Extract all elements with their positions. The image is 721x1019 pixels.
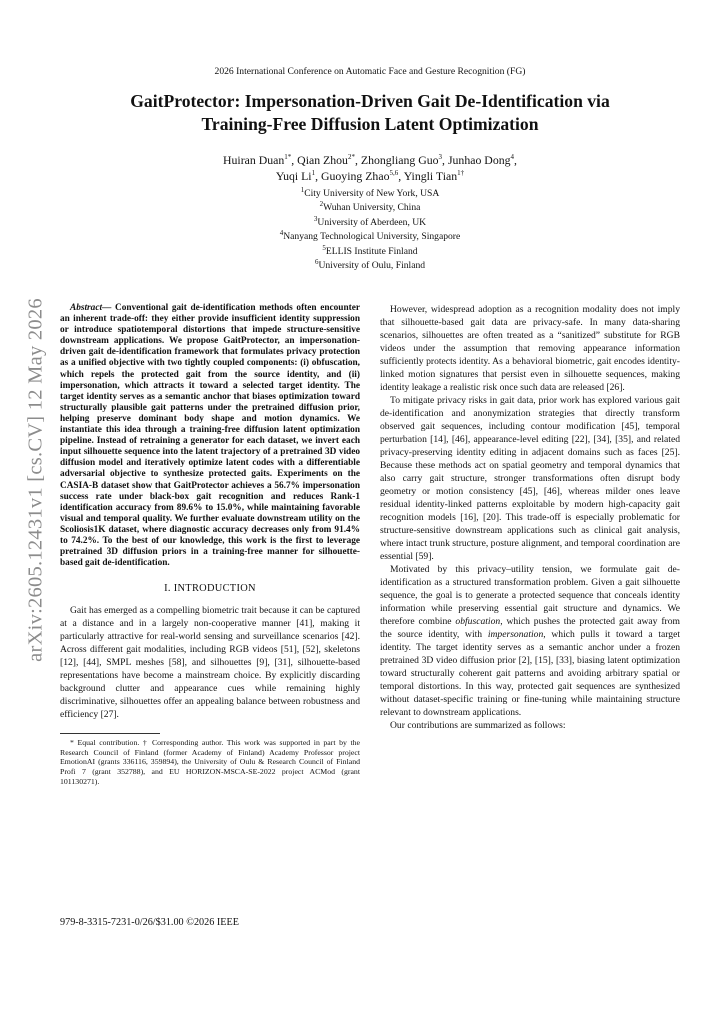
affiliation: $^5$ELLIS Institute Finland — [322, 243, 418, 257]
title-line-2: Training-Free Diffusion Latent Optimization — [201, 114, 539, 134]
author: Guoying Zhao$^{5,6}$, — [320, 169, 404, 183]
right-column — [380, 303, 680, 732]
affiliation: $^6$University of Oulu, Finland — [314, 257, 426, 271]
abstract-lead: Abstract — [70, 303, 103, 313]
affiliation: $^4$Nanyang Technological University, Singapore — [279, 228, 461, 243]
author-list — [60, 152, 680, 184]
emphasis-obfuscation: obfuscation — [455, 616, 501, 627]
body-paragraph: Motivated by this privacy–utility tension, we formulate gait de-identification as a structured transformation problem. Given a gait silhouette sequence, the goal is to generate a protected sequence that conceals identity information while preserving essential gait structure and dynamics. We therefore combine obfuscation, which pushes the protected gait away from the source identity, with impersonation, which pulls it toward a target identity. The target identity serves as a semantic anchor under a frozen pretrained 3D video diffusion prior [2], [15], [33], biasing latent optimization toward structurally coherent gait patterns and avoiding arbitrary spatial or temporal distortions. In this way, protected gait sequences are synthesized without dataset-specific training or fine-tuning while maintaining structure relevant to downstream applications. — [380, 564, 681, 718]
section-heading-introduction: I. INTRODUCTION — [164, 583, 256, 595]
author: Yingli Tian$^{1\dagger}$ — [403, 169, 465, 183]
emphasis-impersonation: impersonation — [487, 629, 544, 640]
left-column — [60, 303, 360, 786]
paper-title — [60, 90, 680, 136]
affiliation: $^1$City University of New York, USA — [300, 185, 440, 199]
body-paragraph: However, widespread adoption as a recognition modality does not imply that silhouette-based gait data are privacy-safe. In many data-sharing scenarios, silhouettes are often treated as a “sanitized” substitute for RGB videos under the assumption that removing appearance information sufficiently protects identity. As a behavioral biometric, gait encodes identity-linked motion signatures that persist even in silhouette sequences, making identity leakage a realistic risk once such data are released [26]. — [380, 304, 680, 393]
abstract — [60, 303, 360, 569]
affiliation: $^2$Wuhan University, China — [319, 200, 421, 214]
intro-paragraph: Gait has emerged as a compelling biometric trait because it can be captured at a distance and in a largely non-cooperative manner [41], making it particularly attractive for real-world sensing and surveillance scenarios [42]. Across different gait modalities, including RGB videos [51], [52], skeletons [12], [44], SMPL meshes [58], and silhouettes [9], [31], silhouette-based representations have become a mainstream choice. By explicitly discarding background clutter and appearance cues while remaining highly discriminative, silhouettes offer an appealing balance between robustness and efficiency [27]. — [60, 605, 360, 721]
body-paragraph: Our contributions are summarized as follows: — [390, 720, 566, 731]
affiliation: $^3$University of Aberdeen, UK — [313, 214, 427, 228]
author: Junhao Dong$^4$, — [447, 153, 517, 167]
author: Huiran Duan$^{1*}$, — [223, 153, 298, 167]
title-line-1: GaitProtector: Impersonation-Driven Gait De-Identification via — [130, 91, 610, 111]
copyright-notice: 979-8-3315-7231-0/26/$31.00 ©2026 IEEE — [60, 917, 239, 928]
author: Qian Zhou$^{2*}$, — [297, 153, 361, 167]
abstract-text: — Conventional gait de-identification methods often encounter an inherent trade-off: they either provide insufficient identity suppression or introduce spatiotemporal distortions that impede structure-sensitive downstream applications. We propose GaitProtector, an impersonation-driven gait de-identification framework that formulates privacy protection as a unified objective with two tightly coupled components: (i) obfuscation, which repels the protected gait from the source identity, and (ii) impersonation, which attracts it toward a selected target identity. The target identity serves as a semantic anchor that biases optimization toward structurally plausible gait patterns under the pretrained diffusion prior, helping preserve dominant body shape and motion dynamics. We instantiate this idea through a training-free diffusion latent optimization pipeline. Instead of retraining a generator for each dataset, we invert each input silhouette sequence into the latent trajectory of a pretrained 3D video diffusion model and iteratively optimize latent codes with a differentiable adversarial objective to synthesize protected gaits. Experiments on the CASIA-B dataset show that GaitProtector achieves a 56.7% impersonation success rate under black-box gait recognition and reduces Rank-1 identification accuracy from 89.6% to 15.0%, while maintaining favorable visual and temporal quality. We further evaluate downstream utility on the Scoliosis1K dataset, where diagnostic accuracy decreases only from 91.4% to 74.2%. To the best of our knowledge, this work is the first to leverage pretrained 3D diffusion priors in a training-free manner for silhouette-based gait de-identification. — [60, 303, 360, 569]
arxiv-identifier: arXiv:2605.12431v1 [cs.CV] 12 May 2026 — [24, 298, 47, 662]
conference-header: 2026 International Conference on Automatic Face and Gesture Recognition (FG) — [214, 66, 526, 77]
author: Zhongliang Guo$^3$, — [360, 153, 448, 167]
affiliation-list — [60, 187, 680, 273]
arxiv-sidebar — [14, 290, 58, 670]
author: Yuqi Li$^1$, — [275, 169, 321, 183]
body-paragraph: To mitigate privacy risks in gait data, prior work has explored various gait de-identification and anonymization strategies that directly transform observed gait sequences, including contour modification [45], temporal perturbation [14], [46], appearance-level editing [22], [34], [35], and related privacy-preserving identity editing in adjacent domains such as faces [25]. Because these methods act on spatial geometry and temporal dynamics that also carry gait structure, stronger transformations often disrupt body geometry or motion consistency [45], [46], whereas milder ones leave residual identity-linked patterns exploitable by modern high-capacity gait recognition models [16], [20]. This trade-off is especially problematic for structure-sensitive downstream applications such as clinical gait analysis, where intact trunk structure, posture alignment, and temporal coordination are essential [59]. — [380, 395, 680, 562]
footnote-divider — [60, 733, 160, 734]
footnote: * Equal contribution. † Corresponding author. This work was supported in part by the Research Council of Finland (former Academy of Finland) Academy Professor project EmotionAI (grants 336116, 359894), the University of Oulu & Research Council of Finland Profi 7 (grant 352788), and EU HORIZON-MSCA-SE-2022 project ACMod (grant 101130271). — [60, 738, 360, 786]
